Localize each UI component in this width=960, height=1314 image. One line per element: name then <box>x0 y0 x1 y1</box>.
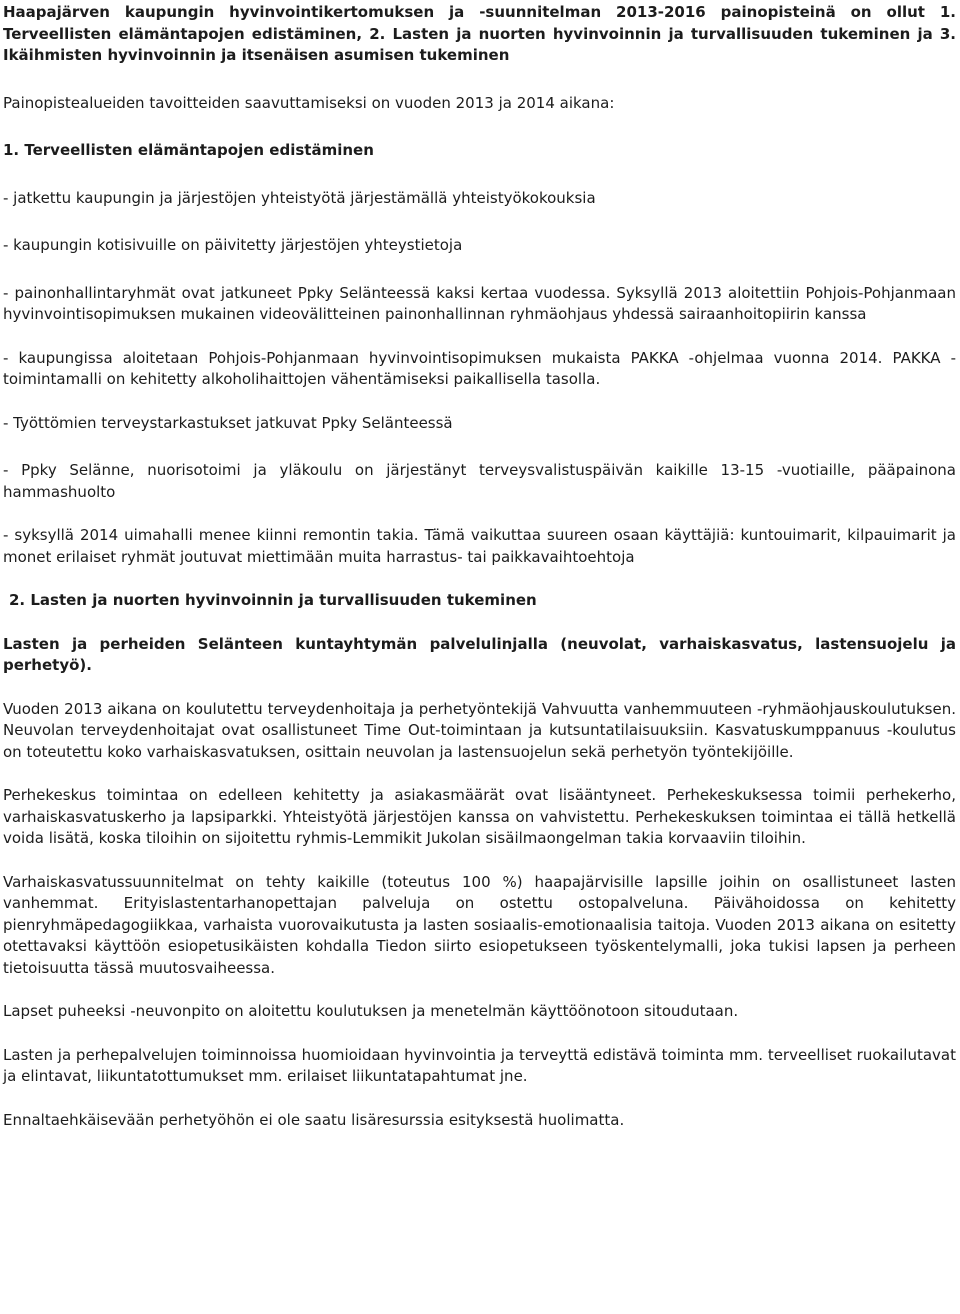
section1-heading: 1. Terveellisten elämäntapojen edistäminen <box>3 141 374 159</box>
list-item: - Ppky Selänne, nuorisotoimi ja yläkoulu on järjestänyt terveysvalistuspäivän kaikille 13-15 -vuotiaille, pääpainona hammashuolto <box>3 461 956 501</box>
list-item: - jatkettu kaupungin ja järjestöjen yhteistyötä järjestämällä yhteistyökokouksia <box>3 188 596 207</box>
intro-paragraph: Haapajärven kaupungin hyvinvointikertomuksen ja -suunnitelman 2013-2016 painopisteinä on ollut 1. Terveellisten elämäntapojen edistäminen, 2. Lasten ja nuorten hyvinvoinnin ja turvallisuuden tukeminen ja 3. Ikäihmisten hyvinvoinnin ja itsenäisen asumisen tukeminen <box>3 3 956 64</box>
list-item: - kaupungissa aloitetaan Pohjois-Pohjanmaan hyvinvointisopimuksen mukaista PAKKA -ohjelmaa vuonna 2014. PAKKA -toimintamalli on kehitetty alkoholihaittojen vähentämiseksi paikallisella tasolla. <box>3 348 956 388</box>
section2-heading: 2. Lasten ja nuorten hyvinvoinnin ja turvallisuuden tukeminen <box>9 591 537 609</box>
paragraph: Vuoden 2013 aikana on koulutettu terveydenhoitaja ja perhetyöntekijä Vahvuutta vanhemmuuteen -ryhmäohjauskoulutuksen. Neuvolan terveydenhoitajat ovat osallistuneet Time Out-toimintaan ja kutsuntatilaisuuksiin. Kasvatuskumppanuus -koulutus on toteutettu koko varhaiskasvatuksen, osittain neuvolan ja lastensuojelun sekä perhetyön työntekijöille. <box>3 699 956 761</box>
list-item: - syksyllä 2014 uimahalli menee kiinni remontin takia. Tämä vaikuttaa suureen osaan käyttäjiä: kuntouimarit, kilpauimarit ja monet erilaiset ryhmät joutuvat miettimään muita harrastus- tai paikkavaihtoehtoja <box>3 526 956 566</box>
section2-subheading: Lasten ja perheiden Selänteen kuntayhtymän palvelulinjalla (neuvolat, varhaiskasvatus, lastensuojelu ja perhetyö). <box>3 634 956 674</box>
intro-subtitle: Painopistealueiden tavoitteiden saavuttamiseksi on vuoden 2013 ja 2014 aikana: <box>3 93 615 112</box>
paragraph: Varhaiskasvatussuunnitelmat on tehty kaikille (toteutus 100 %) haapajärvisille lapsille joihin on osallistuneet lasten vanhemmat. Erityislastentarhanopettajan palveluja on ostettu ostopalveluna. Päivähoidossa on kehitetty pienryhmäpedagogiikkaa, varhaista vuorovaikutusta ja lasten sosiaalis-emotionaalisia taitoja. Vuoden 2013 aikana on esitetty otettavaksi käyttöön esiopetusikäisten kohdalla Tiedon siirto esiopetukseen työskentelymalli, joka tukisi lapsen ja perheen tietoisuutta tässä muutosvaiheessa. <box>3 872 956 977</box>
paragraph: Ennaltaehkäisevään perhetyöhön ei ole saatu lisäresurssia esityksestä huolimatta. <box>3 1110 625 1129</box>
paragraph: Perhekeskus toimintaa on edelleen kehitetty ja asiakasmäärät ovat lisääntyneet. Perhekeskuksessa toimii perhekerho, varhaiskasvatuskerho ja lapsiparkki. Yhteistyötä järjestöjen kanssa on vahvistettu. Perhekeskuksen toimintaa ei tällä hetkellä voida lisätä, koska tiloihin on sijoitettu ryhmis-Lemmikit Jukolan sisäilmaongelman takia korvaaviin tiloihin. <box>3 786 956 847</box>
list-item: - painonhallintaryhmät ovat jatkuneet Ppky Selänteessä kaksi kertaa vuodessa. Syksyllä 2013 aloitettiin Pohjois-Pohjanmaan hyvinvointisopimuksen mukainen videovälitteinen painonhallinnan ryhmäohjaus yhdessä sairaanhoitopiirin kanssa <box>3 283 956 323</box>
list-item: - Työttömien terveystarkastukset jatkuvat Ppky Selänteessä <box>3 413 453 432</box>
list-item: - kaupungin kotisivuille on päivitetty järjestöjen yhteystietoja <box>3 236 463 254</box>
paragraph: Lasten ja perhepalvelujen toiminnoissa huomioidaan hyvinvointia ja terveyttä edistävä toiminta mm. terveelliset ruokailutavat ja elintavat, liikuntatottumukset mm. erilaiset liikuntatapahtumat jne. <box>3 1045 956 1085</box>
paragraph: Lapset puheeksi -neuvonpito on aloitettu koulutuksen ja menetelmän käyttöönotoon sitoudutaan. <box>3 1002 739 1020</box>
